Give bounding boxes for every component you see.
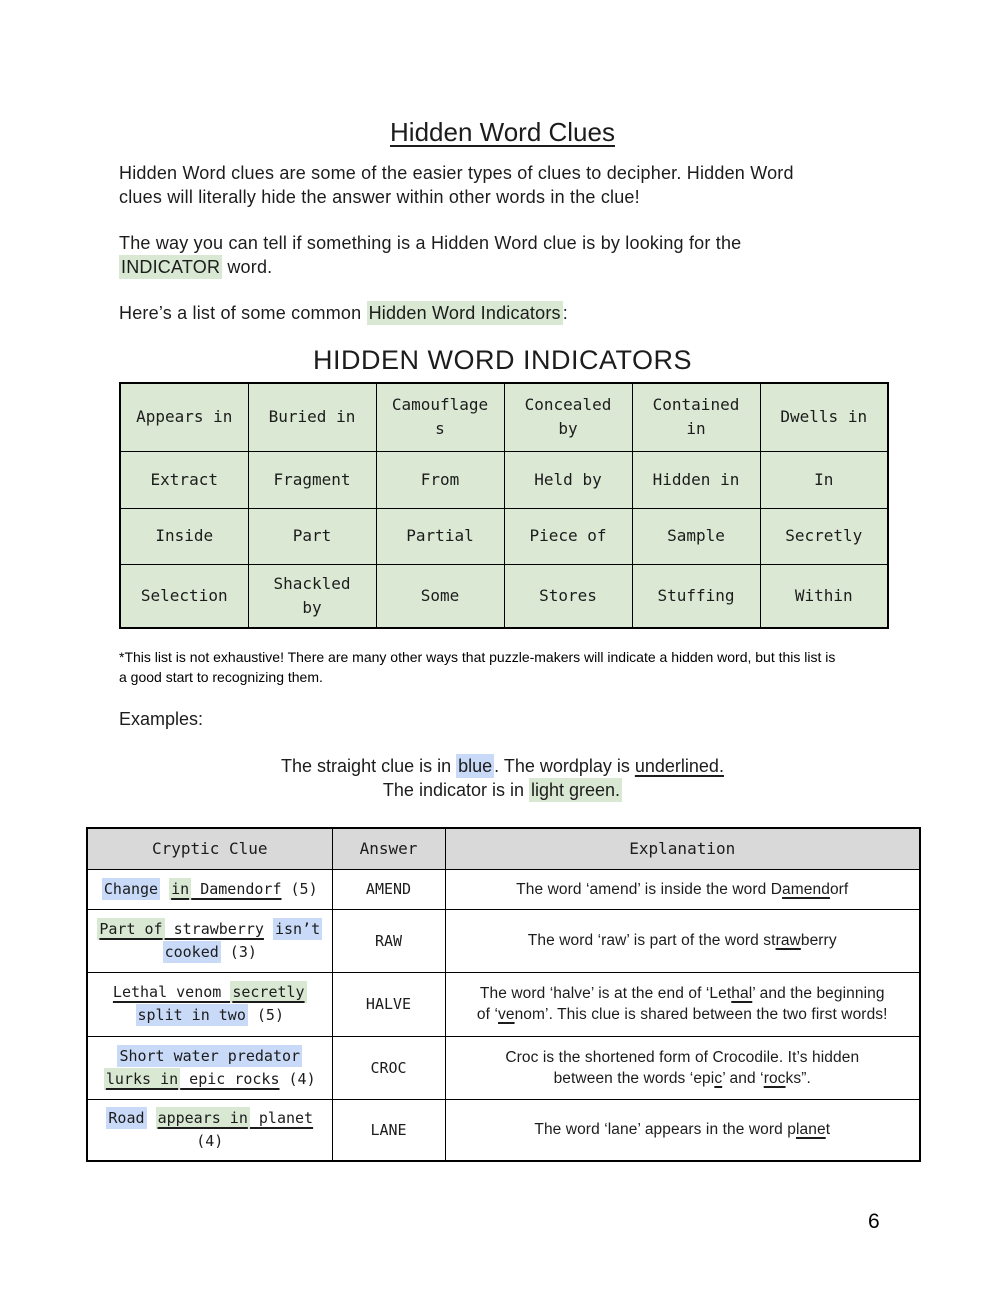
indicator-cell: Camouflages bbox=[376, 383, 504, 451]
table-row bbox=[87, 1099, 920, 1161]
table-row bbox=[87, 1036, 920, 1099]
column-header-cryptic-clue: Cryptic Clue bbox=[87, 828, 332, 869]
clue-cell: Road appears in planet (4) bbox=[87, 1099, 332, 1161]
intro-paragraph-2: The way you can tell if something is a Hidden Word clue is by looking for the INDICATOR word. bbox=[119, 233, 742, 277]
explanation-cell: The word ‘amend’ is inside the word Damendorf bbox=[445, 869, 920, 909]
indicator-cell: Within bbox=[760, 564, 888, 628]
indicator-cell: Fragment bbox=[248, 451, 376, 508]
explanation-cell: Croc is the shortened form of Crocodile. It’s hidden between the words ‘epic’ and ‘rocks”. bbox=[445, 1036, 920, 1099]
indicator-cell: Part bbox=[248, 508, 376, 564]
answer-cell: AMEND bbox=[332, 869, 445, 909]
clue-cell: Lethal venom secretly split in two (5) bbox=[87, 972, 332, 1036]
indicator-cell: Extract bbox=[120, 451, 248, 508]
indicator-cell: Partial bbox=[376, 508, 504, 564]
table-row bbox=[120, 383, 888, 451]
answer-cell: LANE bbox=[332, 1099, 445, 1161]
clue-cell: Short water predator lurks in epic rocks (4) bbox=[87, 1036, 332, 1099]
indicator-cell: In bbox=[760, 451, 888, 508]
indicator-cell: Selection bbox=[120, 564, 248, 628]
column-header-answer: Answer bbox=[332, 828, 445, 869]
indicator-cell: Appears in bbox=[120, 383, 248, 451]
indicator-cell: Stuffing bbox=[632, 564, 760, 628]
indicator-cell: Hidden in bbox=[632, 451, 760, 508]
indicators-table bbox=[119, 382, 889, 629]
indicator-cell: Stores bbox=[504, 564, 632, 628]
indicator-cell: From bbox=[376, 451, 504, 508]
table-row bbox=[87, 909, 920, 972]
table-row bbox=[120, 451, 888, 508]
table-row bbox=[87, 869, 920, 909]
indicator-cell: Sample bbox=[632, 508, 760, 564]
explanation-cell: The word ‘halve’ is at the end of ‘Lethal’ and the beginning of ‘venom’. This clue is shared between the two first words! bbox=[445, 972, 920, 1036]
page-number: 6 bbox=[868, 1210, 880, 1233]
examples-table bbox=[86, 827, 921, 1162]
indicator-cell: Some bbox=[376, 564, 504, 628]
table-row bbox=[87, 972, 920, 1036]
page-title: Hidden Word Clues bbox=[390, 117, 615, 147]
indicator-cell: Concealed by bbox=[504, 383, 632, 451]
column-header-explanation: Explanation bbox=[445, 828, 920, 869]
legend-line-2: The indicator is in light green. bbox=[382, 780, 621, 800]
clue-cell: Part of strawberry isn’t cooked (3) bbox=[87, 909, 332, 972]
table-row bbox=[120, 508, 888, 564]
table-row bbox=[120, 564, 888, 628]
indicator-cell: Dwells in bbox=[760, 383, 888, 451]
indicator-cell: Shackled by bbox=[248, 564, 376, 628]
answer-cell: RAW bbox=[332, 909, 445, 972]
intro-paragraph-1: Hidden Word clues are some of the easier types of clues to decipher. Hidden Word clues will literally hide the answer within other words in the clue! bbox=[119, 163, 794, 207]
indicator-cell: Buried in bbox=[248, 383, 376, 451]
indicator-cell: Contained in bbox=[632, 383, 760, 451]
indicator-cell: Held by bbox=[504, 451, 632, 508]
answer-cell: CROC bbox=[332, 1036, 445, 1099]
intro-paragraph-3: Here’s a list of some common Hidden Word Indicators : bbox=[119, 303, 568, 323]
footnote: *This list is not exhaustive! There are many other ways that puzzle-makers will indicate a hidden word, but this list is a good start to recognizing them. bbox=[119, 649, 836, 685]
examples-label: Examples: bbox=[119, 709, 204, 729]
indicator-cell: Piece of bbox=[504, 508, 632, 564]
table-header-row bbox=[87, 828, 920, 869]
indicator-cell: Secretly bbox=[760, 508, 888, 564]
explanation-cell: The word ‘raw’ is part of the word strawberry bbox=[445, 909, 920, 972]
answer-cell: HALVE bbox=[332, 972, 445, 1036]
indicator-cell: Inside bbox=[120, 508, 248, 564]
legend-line-1: The straight clue is in blue . The wordplay is underlined. bbox=[281, 756, 724, 776]
clue-cell: Change in Damendorf (5) bbox=[87, 869, 332, 909]
indicators-heading: HIDDEN WORD INDICATORS bbox=[312, 345, 692, 375]
explanation-cell: The word ‘lane’ appears in the word planet bbox=[445, 1099, 920, 1161]
